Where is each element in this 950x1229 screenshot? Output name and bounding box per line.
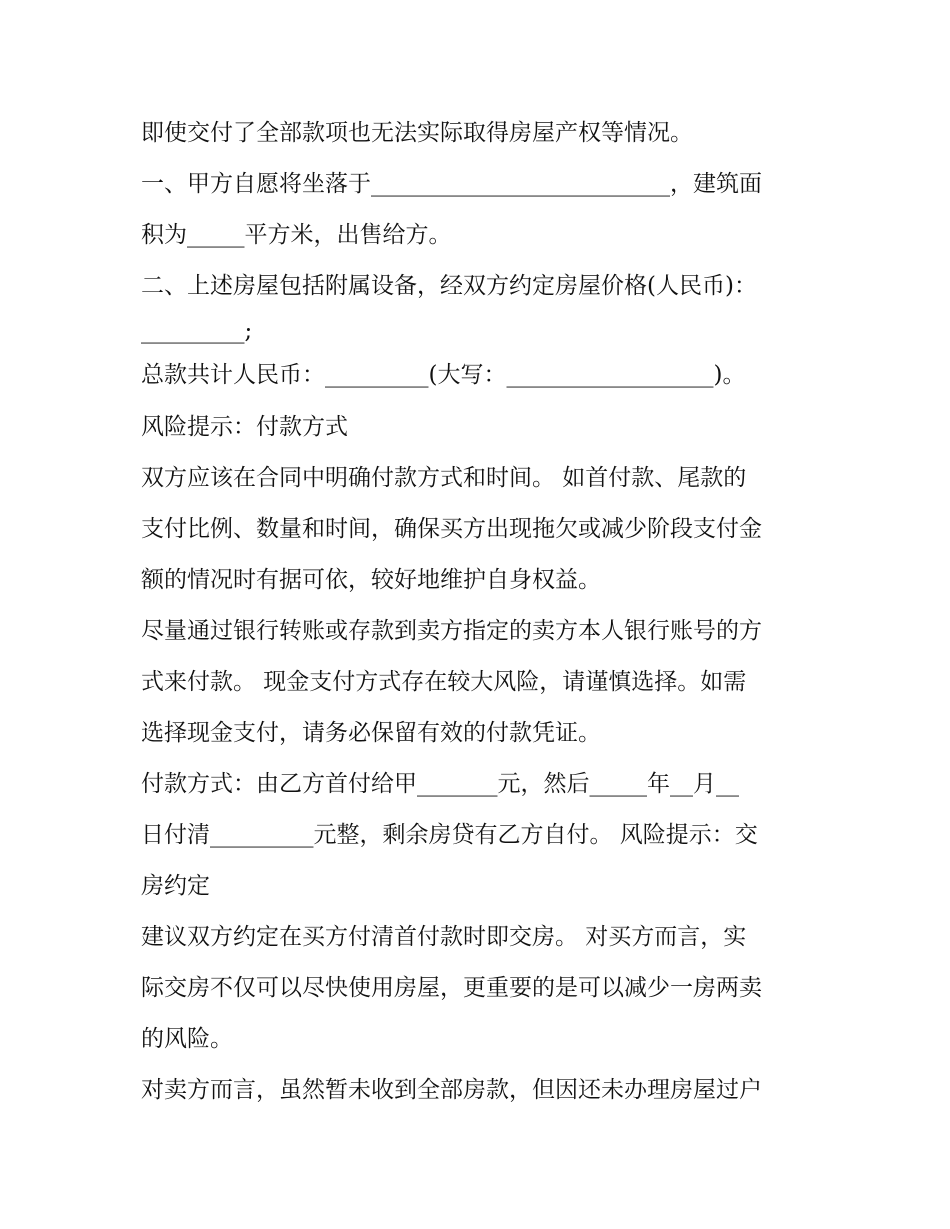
text-line: 建议双方约定在买方付清首付款时即交房。 对买方而言，实 [141,924,747,950]
text-line: 一、甲方自愿将坐落于__________________________，建筑面 [141,171,762,197]
text-line: 尽量通过银行转账或存款到卖方指定的卖方本人银行账号的方 [141,618,762,644]
text-line: _________; [141,318,253,344]
text-line: 式来付款。 现金支付方式存在较大风险，请谨慎选择。如需 [141,669,747,695]
text-line: 选择现金支付，请务必保留有效的付款凭证。 [141,720,601,746]
text-line: 二、上述房屋包括附属设备，经双方约定房屋价格(人民币)： [141,273,757,299]
text-line: 即使交付了全部款项也无法实际取得房屋产权等情况。 [141,120,693,146]
text-line: 房约定 [141,873,210,899]
section-heading: 风险提示：付款方式 [141,414,348,440]
text-line: 支付比例、数量和时间，确保买方出现拖欠或减少阶段支付金 [141,516,762,542]
text-line: 总款共计人民币：_________(大写：__________________)。 [141,362,746,388]
text-line: 对卖方而言，虽然暂未收到全部房款，但因还未办理房屋过户 [141,1077,762,1103]
text-line: 日付清_________元整，剩余房贷有乙方自付。 风险提示：交 [141,822,758,848]
text-line: 付款方式：由乙方首付给甲_______元，然后_____年__月__ [141,771,739,797]
text-line: 际交房不仅可以尽快使用房屋，更重要的是可以减少一房两卖 [141,975,762,1001]
text-line: 额的情况时有据可依，较好地维护自身权益。 [141,567,601,593]
document-body [141,108,821,1116]
text-line: 积为_____平方米，出售给方。 [141,222,452,248]
text-line: 的风险。 [141,1026,233,1052]
text-line: 双方应该在合同中明确付款方式和时间。 如首付款、尾款的 [141,465,747,491]
